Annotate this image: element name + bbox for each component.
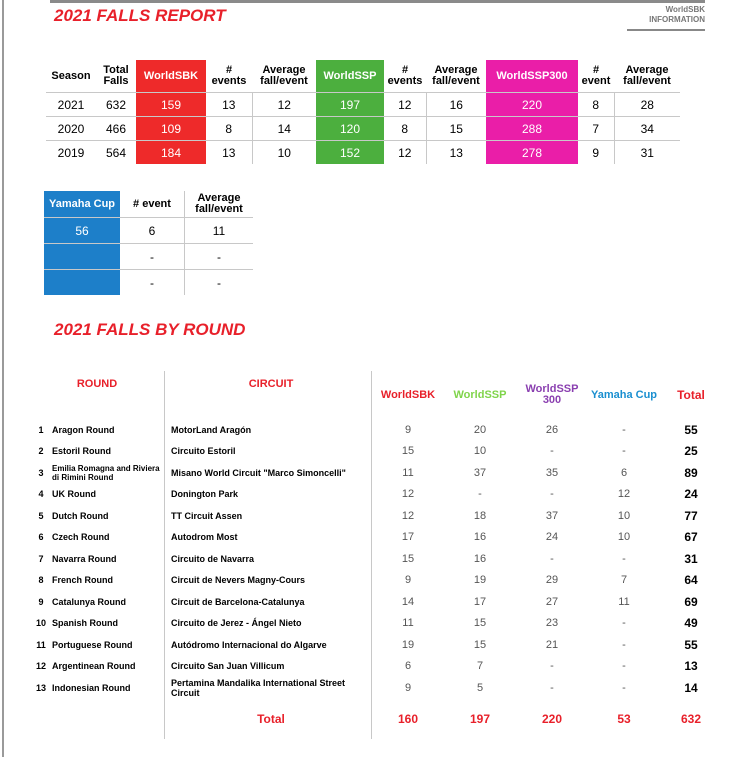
cell-total: 25 <box>684 444 698 459</box>
table-row <box>44 244 253 270</box>
header-circuit: CIRCUIT <box>165 371 372 419</box>
header-yamaha-cup: Yamaha Cup <box>590 388 658 401</box>
round-name: Aragon Round <box>52 424 115 435</box>
cell-events: 9 <box>578 141 614 165</box>
cell-yamaha: 7 <box>620 574 628 587</box>
table-row <box>30 505 722 527</box>
cell-avg: 34 <box>614 117 680 141</box>
cell-total: 14 <box>684 680 698 695</box>
cell-yamaha: 6 <box>620 466 628 479</box>
round-name: Indonesian Round <box>52 682 131 693</box>
cell-total: 49 <box>684 616 698 631</box>
cell-total: 632 <box>96 93 136 117</box>
header-worldsbk: WorldSBK <box>136 60 206 93</box>
circuit-name: MotorLand Aragón <box>165 419 372 441</box>
round-number: 8 <box>38 575 44 586</box>
cell-s300: 27 <box>545 595 559 608</box>
cell-ssp: - <box>478 488 482 501</box>
cell-yamaha <box>44 270 120 296</box>
cell-sbk: 11 <box>372 613 445 635</box>
round-name: Catalunya Round <box>52 596 127 607</box>
cell-sbk: 6 <box>372 656 445 678</box>
total-ssp: 197 <box>469 711 491 726</box>
cell-yamaha: - <box>622 660 626 673</box>
round-name: Estoril Round <box>52 446 111 457</box>
cell-total: 69 <box>684 594 698 609</box>
cell-sbk: 19 <box>372 634 445 656</box>
header-events-300: # event <box>581 64 611 87</box>
circuit-name: Circuit de Barcelona-Catalunya <box>165 591 372 613</box>
cell-yamaha: - <box>622 552 626 565</box>
cell-events: 13 <box>206 93 252 117</box>
table-row <box>30 484 722 506</box>
round-number: 7 <box>38 553 44 564</box>
cell-events: 6 <box>120 218 185 244</box>
cell-s300: - <box>550 488 554 501</box>
cell-total: 55 <box>684 637 698 652</box>
cell-ssp: 18 <box>473 509 487 522</box>
cell-total: 466 <box>96 117 136 141</box>
cell-sbk: 12 <box>372 505 445 527</box>
cell-avg: - <box>185 244 254 270</box>
cell-s300: 220 <box>486 93 578 117</box>
cell-ssp: 7 <box>476 660 484 673</box>
yamaha-cup-table <box>44 191 253 295</box>
round-number: 1 <box>38 424 44 435</box>
circuit-name: Circuito San Juan Villicum <box>165 656 372 678</box>
table-row <box>30 548 722 570</box>
cell-total: 564 <box>96 141 136 165</box>
cell-avg: 15 <box>426 117 486 141</box>
cell-s300: 21 <box>545 638 559 651</box>
header-yamaha-events: # event <box>133 197 171 210</box>
cell-avg: 28 <box>614 93 680 117</box>
cell-ssp: 10 <box>473 445 487 458</box>
round-number: 2 <box>38 446 44 457</box>
cell-total: 67 <box>684 530 698 545</box>
round-number: 5 <box>38 510 44 521</box>
table-row <box>30 462 722 484</box>
cell-season: 2019 <box>46 141 96 165</box>
table-row <box>30 419 722 441</box>
table-row <box>46 117 680 141</box>
header-worldssp: WorldSSP <box>453 388 507 401</box>
totals-spacer <box>30 699 165 739</box>
cell-s300: 26 <box>545 423 559 436</box>
grand-total: 632 <box>680 711 702 726</box>
cell-events: 8 <box>206 117 252 141</box>
cell-s300: - <box>550 660 554 673</box>
circuit-name: Circuito de Navarra <box>165 548 372 570</box>
cell-events: 13 <box>206 141 252 165</box>
cell-total: 77 <box>684 508 698 523</box>
round-name: Argentinean Round <box>52 661 136 672</box>
cell-total: 13 <box>684 659 698 674</box>
cell-sbk: 159 <box>136 93 206 117</box>
cell-yamaha: 12 <box>617 488 631 501</box>
cell-yamaha <box>44 244 120 270</box>
cell-sbk: 9 <box>372 419 445 441</box>
cell-ssp: 120 <box>316 117 384 141</box>
cell-s300: 29 <box>545 574 559 587</box>
round-name: Dutch Round <box>52 510 109 521</box>
circuit-name: Circuit de Nevers Magny-Cours <box>165 570 372 592</box>
cell-s300: - <box>550 445 554 458</box>
info-underline <box>627 29 705 31</box>
cell-sbk: 15 <box>372 441 445 463</box>
cell-yamaha: - <box>622 681 626 694</box>
cell-sbk: 184 <box>136 141 206 165</box>
cell-sbk: 11 <box>372 462 445 484</box>
cell-ssp: 5 <box>476 681 484 694</box>
cell-total: 24 <box>684 487 698 502</box>
cell-ssp: 15 <box>473 617 487 630</box>
cell-ssp: 37 <box>473 466 487 479</box>
cell-s300: 35 <box>545 466 559 479</box>
info-line-1: WorldSBK <box>665 5 705 14</box>
table-row <box>30 591 722 613</box>
total-sbk: 160 <box>372 699 445 739</box>
table-row <box>30 656 722 678</box>
round-number: 13 <box>35 682 46 693</box>
table-row <box>30 677 722 699</box>
cell-avg: 13 <box>426 141 486 165</box>
cell-yamaha: 10 <box>617 531 631 544</box>
cell-ssp: 16 <box>473 531 487 544</box>
section-title-by-round: 2021 FALLS BY ROUND <box>54 320 246 339</box>
table-row <box>30 527 722 549</box>
cell-avg: 31 <box>614 141 680 165</box>
cell-ssp: 20 <box>473 423 487 436</box>
header-worldssp300: WorldSSP 300 <box>525 383 579 406</box>
round-name: Navarra Round <box>52 553 117 564</box>
header-round: ROUND <box>76 378 118 390</box>
circuit-name: Circuito Estoril <box>165 441 372 463</box>
table-row <box>30 570 722 592</box>
info-tag <box>649 5 705 25</box>
circuit-name: Pertamina Mandalika International Street Circuit <box>165 677 372 699</box>
cell-sbk: 12 <box>372 484 445 506</box>
cell-avg: 16 <box>426 93 486 117</box>
header-worldssp: WorldSSP <box>316 60 384 93</box>
header-avg-300: Average fall/event <box>623 64 671 87</box>
cell-s300: 24 <box>545 531 559 544</box>
cell-s300: - <box>550 552 554 565</box>
cell-sbk: 9 <box>372 570 445 592</box>
circuit-name: Misano World Circuit "Marco Simoncelli" <box>165 462 372 484</box>
cell-avg: 10 <box>252 141 316 165</box>
cell-s300: 37 <box>545 509 559 522</box>
cell-s300: 23 <box>545 617 559 630</box>
round-number: 10 <box>35 618 46 629</box>
header-worldssp300: WorldSSP300 <box>486 60 578 93</box>
circuit-name: Donington Park <box>165 484 372 506</box>
cell-ssp: 152 <box>316 141 384 165</box>
table-row <box>46 93 680 117</box>
circuit-name: Circuito de Jerez - Ángel Nieto <box>165 613 372 635</box>
cell-yamaha: - <box>622 617 626 630</box>
cell-total: 89 <box>684 465 698 480</box>
cell-ssp: 17 <box>473 595 487 608</box>
round-name: UK Round <box>52 489 96 500</box>
header-total-falls: Total Falls <box>103 64 129 87</box>
cell-season: 2021 <box>46 93 96 117</box>
cell-total: 64 <box>684 573 698 588</box>
cell-sbk: 17 <box>372 527 445 549</box>
cell-yamaha: - <box>622 445 626 458</box>
circuit-name: Autódromo Internacional do Algarve <box>165 634 372 656</box>
round-number: 12 <box>35 661 46 672</box>
round-name: Spanish Round <box>52 618 118 629</box>
round-name: Czech Round <box>52 532 110 543</box>
round-number: 11 <box>36 639 46 650</box>
totals-label: Total <box>165 699 372 739</box>
round-name: French Round <box>52 575 113 586</box>
cell-sbk: 109 <box>136 117 206 141</box>
table-row <box>30 441 722 463</box>
cell-avg: - <box>185 270 254 296</box>
table-row <box>44 270 253 296</box>
cell-yamaha: 11 <box>618 595 630 608</box>
cell-s300: 288 <box>486 117 578 141</box>
header-total: Total <box>677 387 705 402</box>
cell-total: 55 <box>684 422 698 437</box>
header-events-ssp: # events <box>387 64 423 87</box>
cell-s300: 278 <box>486 141 578 165</box>
cell-avg: 14 <box>252 117 316 141</box>
page-left-border <box>2 0 4 757</box>
table-row <box>30 613 722 635</box>
round-name: Emilia Romagna and Riviera di Rimini Round <box>52 463 160 482</box>
season-summary-table <box>46 60 680 164</box>
falls-by-round-table <box>30 371 723 739</box>
table-row <box>30 634 722 656</box>
cell-ssp: 16 <box>473 552 487 565</box>
header-avg-ssp: Average fall/event <box>432 64 480 87</box>
totals-row <box>30 699 722 739</box>
cell-season: 2020 <box>46 117 96 141</box>
cell-s300: - <box>550 681 554 694</box>
round-number: 4 <box>38 489 44 500</box>
round-name: Portuguese Round <box>52 639 133 650</box>
cell-events: - <box>120 244 185 270</box>
total-s300: 220 <box>541 711 563 726</box>
header-avg-sbk: Average fall/event <box>260 64 308 87</box>
header-events-sbk: # events <box>211 64 247 87</box>
cell-events: - <box>120 270 185 296</box>
circuit-name: TT Circuit Assen <box>165 505 372 527</box>
header-season: Season <box>51 69 91 82</box>
cell-events: 8 <box>578 93 614 117</box>
round-number: 3 <box>38 467 44 478</box>
cell-yamaha: - <box>622 423 626 436</box>
cell-sbk: 14 <box>372 591 445 613</box>
total-yamaha: 53 <box>617 711 631 726</box>
cell-sbk: 15 <box>372 548 445 570</box>
cell-yamaha: 56 <box>44 218 120 244</box>
cell-events: 7 <box>578 117 614 141</box>
circuit-name: Autodrom Most <box>165 527 372 549</box>
cell-ssp: 19 <box>473 574 487 587</box>
cell-avg: 12 <box>252 93 316 117</box>
cell-yamaha: - <box>622 638 626 651</box>
page-top-rule <box>50 0 705 3</box>
cell-ssp: 15 <box>473 638 487 651</box>
header-yamaha-cup: Yamaha Cup <box>44 191 120 218</box>
info-line-2: INFORMATION <box>649 15 705 24</box>
cell-events: 8 <box>384 117 426 141</box>
round-number: 9 <box>38 596 44 607</box>
cell-ssp: 197 <box>316 93 384 117</box>
cell-avg: 11 <box>185 218 254 244</box>
cell-sbk: 9 <box>372 677 445 699</box>
cell-yamaha: 10 <box>617 509 631 522</box>
table-row <box>44 218 253 244</box>
table-row <box>46 141 680 165</box>
round-number: 6 <box>38 532 44 543</box>
cell-total: 31 <box>684 551 698 566</box>
cell-events: 12 <box>384 93 426 117</box>
header-worldsbk: WorldSBK <box>372 371 445 419</box>
cell-events: 12 <box>384 141 426 165</box>
page-title: 2021 FALLS REPORT <box>54 6 226 25</box>
header-yamaha-avg: Average fall/event <box>185 191 254 218</box>
